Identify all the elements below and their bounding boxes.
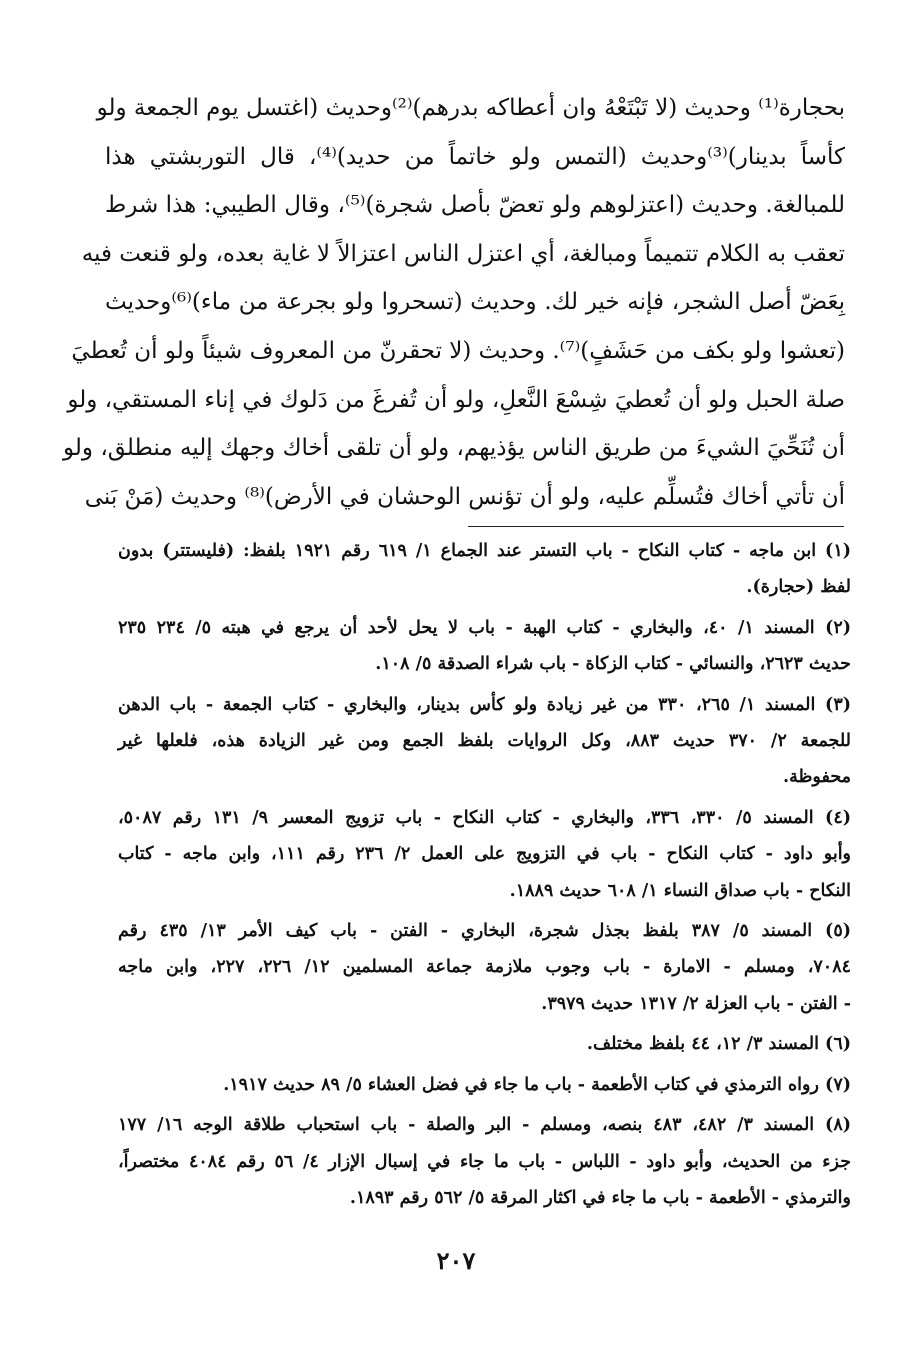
main-text-line: بِعَضّ أصل الشجر، فإنه خير لك. وحديث (تسحروا ولو بجرعة من ماء)⁽⁶⁾وحديث bbox=[105, 289, 845, 316]
footnote-3 bbox=[118, 687, 851, 796]
main-text-line: للمبالغة. وحديث (اعتزلوهم ولو تعضّ بأصل شجرة)⁽⁵⁾، وقال الطيبي: هذا شرط bbox=[105, 192, 845, 219]
footnote-2 bbox=[118, 610, 851, 683]
main-text-line: أن تُنَحِّيَ الشيءَ من طريق الناس يؤذيهم، ولو أن تلقى أخاك وجهك إليه منطلق، ولو bbox=[63, 435, 845, 462]
footnotes-section bbox=[118, 533, 851, 1220]
footnote-line: حديث ٢٦٢٣، والنسائي - كتاب الزكاة - باب شراء الصدقة ٥/ ١٠٨. bbox=[375, 654, 851, 675]
footnote-1 bbox=[118, 533, 851, 606]
footnote-line: (٢) المسند ١/ ٤٠، والبخاري - كتاب الهبة - باب لا يحل لأحد أن يرجع في هبته ٥/ ٢٣٤ ٢٣٥ bbox=[118, 617, 852, 638]
footnote-line: والترمذي - الأطعمة - باب ما جاء في اكثار المرقة ٥/ ٥٦٢ رقم ١٨٩٣. bbox=[349, 1187, 851, 1208]
footnote-6 bbox=[118, 1026, 851, 1062]
footnote-line: - الفتن - باب العزلة ٢/ ١٣١٧ حديث ٣٩٧٩. bbox=[541, 993, 851, 1014]
footnote-8 bbox=[118, 1107, 851, 1216]
footnote-line: جزء من الحديث، وأبو داود - اللباس - باب ما جاء في إسبال الإزار ٤/ ٥٦ رقم ٤٠٨٤ مختصراً، bbox=[118, 1151, 852, 1172]
main-text-line: تعقب به الكلام تتميماً ومبالغة، أي اعتزل الناس اعتزالاً لا غاية بعده، ولو قنعت فيه bbox=[81, 240, 845, 267]
footnote-4 bbox=[118, 800, 851, 909]
footnote-line: للجمعة ٢/ ٣٧٠ حديث ٨٨٣، وكل الروايات بلفظ الجمع ومن غير الزيادة هذه، فلعلها غير bbox=[118, 731, 851, 752]
footnote-line: (٦) المسند ٣/ ١٢، ٤٤ بلفظ مختلف. bbox=[586, 1034, 851, 1055]
main-text-line: (تعشوا ولو بكف من حَشَفٍ)⁽⁷⁾. وحديث (لا تحقرنّ من المعروف شيئاً ولو أن تُعطيَ bbox=[71, 337, 845, 364]
main-text-line: صلة الحبل ولو أن تُعطيَ شِسْعَ النَّعلِ، ولو أن تُفرغَ من دَلوك في إناء المستقي، ولو bbox=[67, 386, 845, 413]
footnote-7 bbox=[118, 1067, 851, 1103]
footnote-line: (٨) المسند ٣/ ٤٨٢، ٤٨٣ بنصه، ومسلم - البر والصلة - باب استحباب طلاقة الوجه ١٦/ ١٧٧ bbox=[118, 1115, 852, 1136]
footnote-separator-rule bbox=[468, 526, 844, 527]
footnote-line: لفظ (حجارة). bbox=[746, 577, 851, 598]
footnote-line: ٧٠٨٤، ومسلم - الامارة - باب وجوب ملازمة جماعة المسلمين ١٢/ ٢٢٦، ٢٢٧، وابن ماجه bbox=[118, 957, 852, 978]
footnote-line: (٧) رواه الترمذي في كتاب الأطعمة - باب ما جاء في فضل العشاء ٥/ ٨٩ حديث ١٩١٧. bbox=[223, 1074, 851, 1095]
footnote-line: النكاح - باب صداق النساء ١/ ٦٠٨ حديث ١٨٨٩. bbox=[509, 880, 851, 901]
main-text-line: كأساً بدينار)⁽³⁾وحديث (التمس ولو خاتماً من حديد)⁽⁴⁾، قال التوربشتي هذا bbox=[105, 143, 845, 170]
footnote-line: (٤) المسند ٥/ ٣٣٠، ٣٣٦، والبخاري - كتاب النكاح - باب تزويج المعسر ٩/ ١٣١ رقم ٥٠٨٧، bbox=[118, 807, 851, 828]
footnote-line: وأبو داود - كتاب النكاح - باب في التزويج على العمل ٢/ ٢٣٦ رقم ١١١، وابن ماجه - كتاب bbox=[118, 844, 852, 865]
footnote-line: محفوظة. bbox=[783, 767, 851, 788]
footnote-5 bbox=[118, 913, 851, 1022]
footnote-line: (٥) المسند ٥/ ٣٨٧ بلفظ بجذل شجرة، البخاري - الفتن - باب كيف الأمر ١٣/ ٤٣٥ رقم bbox=[118, 921, 852, 942]
footnote-line: (١) ابن ماجه - كتاب النكاح - باب التستر عند الجماع ١/ ٦١٩ رقم ١٩٢١ بلفظ: (فليستتر) بدون bbox=[118, 541, 851, 561]
footnote-line: (٣) المسند ١/ ٢٦٥، ٣٣٠ من غير زيادة ولو كأس بدينار، والبخاري - كتاب الجمعة - باب الدهن bbox=[118, 694, 852, 715]
main-text-line: أن تأتي أخاك فتُسلِّم عليه، ولو أن تؤنس الوحشان في الأرض)⁽⁸⁾ وحديث (مَنْ بَنى bbox=[84, 483, 845, 510]
main-text-body bbox=[63, 84, 845, 521]
main-text-line: بحجارة⁽¹⁾ وحديث (لا تَبْتَعْهُ وان أعطاكه بدرهم)⁽²⁾وحديث (اغتسل يوم الجمعة ولو bbox=[96, 95, 845, 121]
page-number: ٢٠٧ bbox=[436, 1246, 476, 1275]
